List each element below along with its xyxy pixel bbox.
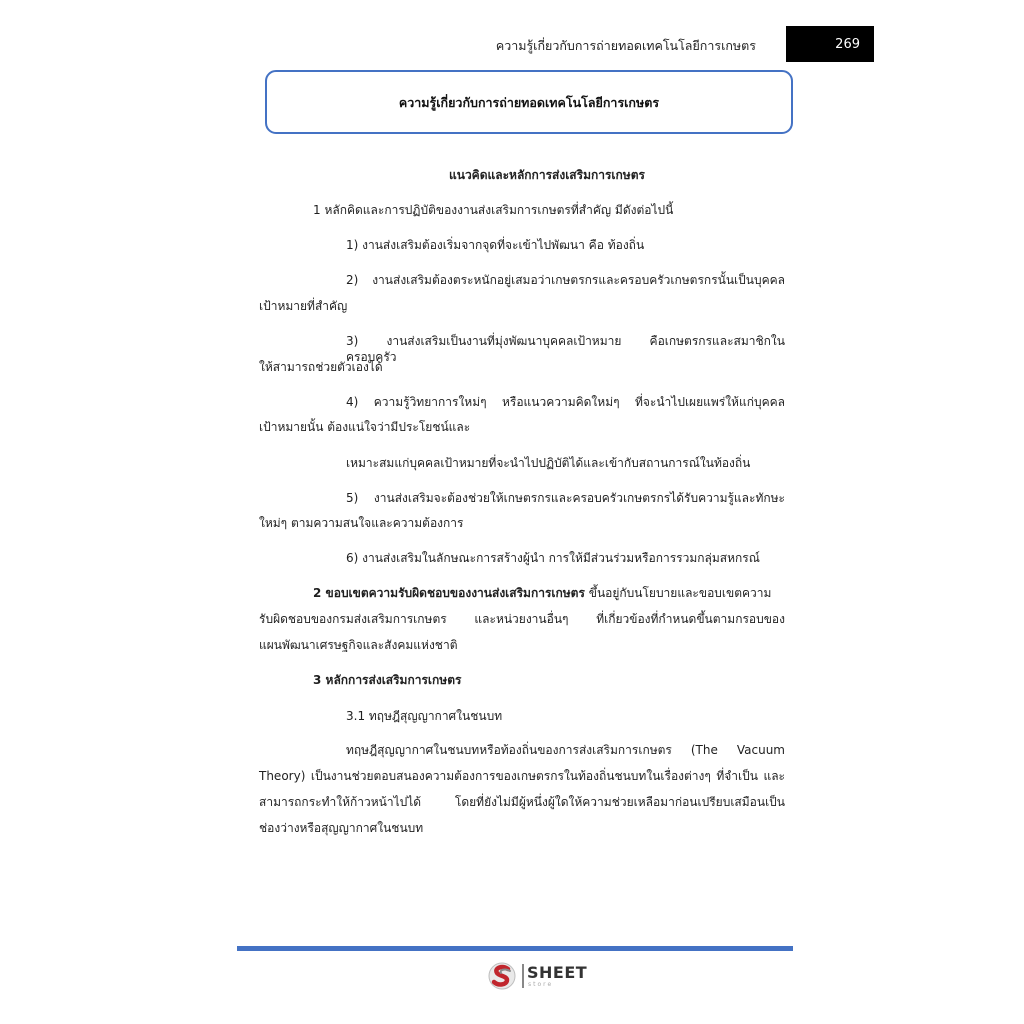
paragraph-3-heading: 3 หลักการส่งเสริมการเกษตร [313,673,462,687]
footer-bar [237,946,793,951]
paragraph-2-text: ขึ้นอยู่กับนโยบายและขอบเขตความ [584,586,772,600]
paragraph-2-heading: 2 ขอบเขตความรับผิดชอบของงานส่งเสริมการเกษตร [313,586,585,600]
page-number-box [786,26,874,62]
list-item-6: 6) งานส่งเสริมในลักษณะการสร้างผู้นำ การให้มีส่วนร่วมหรือการรวมกลุ่มสหกรณ์ [346,551,760,565]
logo-text: SHEET [527,963,588,982]
list-item-4-line-3: เหมาะสมแก่บุคคลเป้าหมายที่จะนำไปปฏิบัติได้และเข้ากับสถานการณ์ในท้องถิ่น [346,456,751,470]
list-item-1: 1) งานส่งเสริมต้องเริ่มจากจุดที่จะเข้าไปพัฒนา คือ ท้องถิ่น [346,238,645,252]
list-item-4-line-2: เป้าหมายนั้น ต้องแน่ใจว่ามีประโยชน์และ [259,420,471,434]
paragraph-2-line-2: รับผิดชอบของกรมส่งเสริมการเกษตร และหน่วยงานอื่นๆ ที่เกี่ยวข้องที่กำหนดขึ้นตามกรอบของ [259,612,785,626]
section-heading: แนวคิดและหลักการส่งเสริมการเกษตร [449,168,645,182]
paragraph-2-line-3: แผนพัฒนาเศรษฐกิจและสังคมแห่งชาติ [259,638,458,652]
running-title: ความรู้เกี่ยวกับการถ่ายทอดเทคโนโลยีการเกษตร [495,38,756,53]
list-item-2-line-2: เป้าหมายที่สำคัญ [259,299,348,313]
list-item-2-line-1: 2) งานส่งเสริมต้องตระหนักอยู่เสมอว่าเกษตรกรและครอบครัวเกษตรกรนั้นเป็นบุคคล [346,273,785,287]
list-item-3-line-1: 3) งานส่งเสริมเป็นงานที่มุ่งพัฒนาบุคคลเป้าหมาย คือเกษตรกรและสมาชิกในครอบครัว [346,334,785,364]
sheet-store-logo-icon [486,961,520,991]
title-box-text: ความรู้เกี่ยวกับการถ่ายทอดเทคโนโลยีการเกษตร [398,95,660,110]
logo-subtext: store [528,981,554,988]
theory-line-4: ช่องว่างหรือสุญญากาศในชนบท [259,821,424,835]
list-item-5-line-2: ใหม่ๆ ตามความสนใจและความต้องการ [259,516,464,530]
page-number: 269 [835,37,860,52]
subsection-3-1: 3.1 ทฤษฎีสุญญากาศในชนบท [346,709,503,723]
theory-line-3: สามารถกระทำให้ก้าวหน้าไปได้ โดยที่ยังไม่มีผู้หนึ่งผู้ใดให้ความช่วยเหลือมาก่อนเปรียบเสมือนเป็น [259,795,785,809]
theory-line-1: ทฤษฎีสุญญากาศในชนบทหรือท้องถิ่นของการส่งเสริมการเกษตร (The Vacuum [346,743,785,757]
logo-separator [522,964,524,988]
list-item-3-line-2: ให้สามารถช่วยตัวเองได้ [259,360,383,374]
list-item-4-line-1: 4) ความรู้วิทยาการใหม่ๆ หรือแนวความคิดใหม่ๆ ที่จะนำไปเผยแพร่ให้แก่บุคคล [346,395,785,409]
theory-line-2: Theory) เป็นงานช่วยตอบสนองความต้องการของเกษตรกรในท้องถิ่นชนบทในเรื่องต่างๆ ที่จำเป็น และ [259,769,785,783]
paragraph-2-line-1 [313,585,785,601]
title-box [265,70,793,134]
list-item-5-line-1: 5) งานส่งเสริมจะต้องช่วยให้เกษตรกรและครอบครัวเกษตรกรได้รับความรู้และทักษะ [346,491,785,505]
paragraph-1: 1 หลักคิดและการปฏิบัติของงานส่งเสริมการเกษตรที่สำคัญ มีดังต่อไปนี้ [313,203,674,217]
